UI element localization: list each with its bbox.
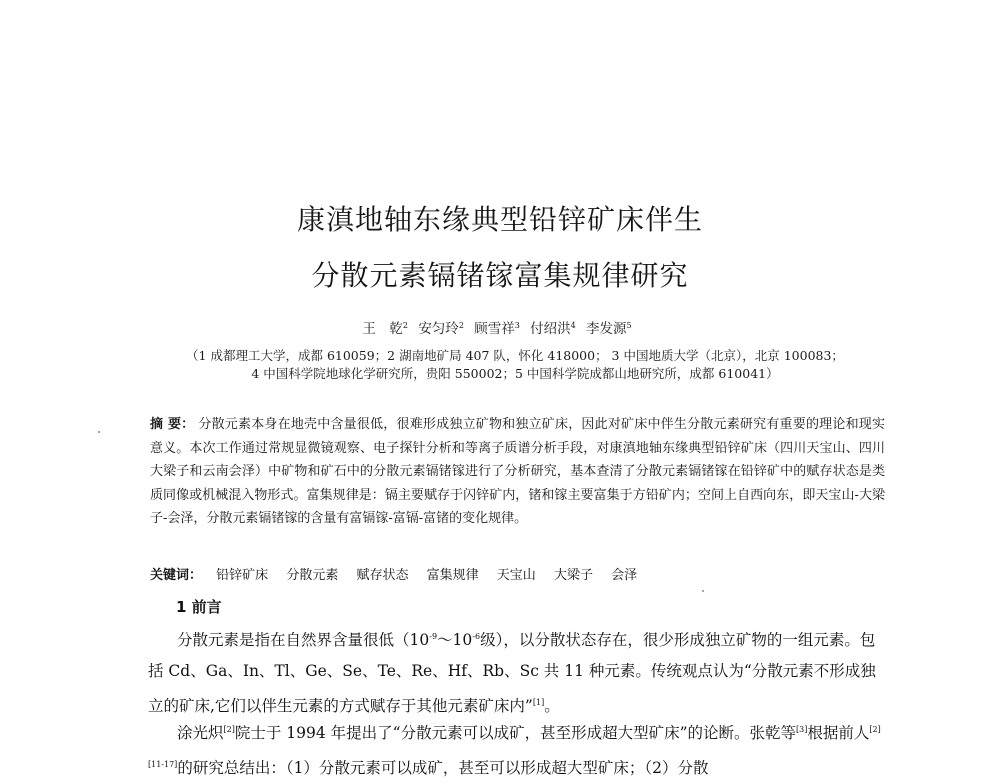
author-name: 李发源 <box>585 321 627 337</box>
paper-title-line-1: 康滇地轴东缘典型铅锌矿床伴生 <box>296 203 703 236</box>
paragraph-text: 分散元素是指在自然界含量很低（10 <box>177 631 430 650</box>
author-name: 王 乾 <box>362 321 403 337</box>
author-affiliation-mark: 4 <box>570 320 576 330</box>
keyword: 会泽 <box>611 568 638 583</box>
abstract-text: 分散元素本身在地壳中含量很低，很难形成独立矿物和独立矿床，因此对矿床中伴生分散元素研究有重要的理论和现实意义。本次工作通过常规显微镜观察、电子探针分析和等离子质谱分析手段，对康滇地轴东缘典型铅锌矿床（四川天宝山、四川大梁子和云南会泽）中矿物和矿石中的分散元素镉锗镓进行了分析研究，基本查清了分散元素镉锗镓在铅锌矿中的赋存状态是类质同像或机械混入物形式。富集规律是：镉主要赋存于闪锌矿内，锗和镓主要富集于方铅矿内；空间上自西向东，即天宝山-大梁子-会泽，分散元素镉锗镓的含量有富镉镓-富镉-富锗的变化规律。 <box>150 417 885 526</box>
citation-ref: [2][11-17] <box>148 725 881 770</box>
paragraph-text: 级），以分散状态存在，很少形成独立矿物的一组元素。包括 Cd、Ga、In、Tl、Ge、Se、Te、Re、Hf、Rb、Sc 共 11 种元素。传统观点认为“分散元素不形成独立的矿床,它们以伴生元素的方式赋存于其他元素矿床内” <box>148 631 876 716</box>
scan-speck <box>702 590 704 592</box>
citation-ref: [3] <box>796 725 808 734</box>
author-affiliation-mark: 2 <box>402 320 409 330</box>
abstract <box>150 413 885 531</box>
keyword: 大梁子 <box>553 568 593 583</box>
author-name: 付绍洪 <box>530 321 571 337</box>
author-list <box>0 317 1000 337</box>
author-name: 安匀玲 <box>418 321 459 337</box>
paragraph-text: ～10 <box>437 631 473 650</box>
keywords <box>150 566 885 586</box>
affiliations-line-2: 4 中国科学院地球化学研究所，贵阳 550002；5 中国科学院成都山地研究所，成都 610041） <box>251 366 779 381</box>
keyword: 赋存状态 <box>356 568 409 583</box>
keyword: 富集规律 <box>426 568 479 583</box>
citation-ref: [2] <box>223 725 235 734</box>
author-affiliation-mark: 2 <box>458 320 464 330</box>
paragraph-text: 的研究总结出：（1）分散元素可以成矿，甚至可以形成超大型矿床；（2）分散 <box>177 759 709 778</box>
keyword: 分散元素 <box>286 568 339 583</box>
section-heading: 1 前言 <box>176 598 222 616</box>
paper-title-line-2: 分散元素镉锗镓富集规律研究 <box>311 259 689 292</box>
body-paragraph-1 <box>148 621 888 722</box>
paragraph-text: 根据前人 <box>807 724 870 743</box>
body-paragraph-2 <box>148 714 888 784</box>
author-affiliation-mark: 5 <box>626 320 632 330</box>
abstract-label: 摘 要： <box>150 417 195 432</box>
affiliations-line-1: （1 成都理工大学，成都 610059；2 湖南地矿局 407 队，怀化 418000； 3 中国地质大学（北京），北京 100083； <box>186 348 844 363</box>
exponent: -6 <box>472 632 481 641</box>
scan-speck <box>98 431 100 433</box>
author-name: 顾雪祥 <box>474 321 515 337</box>
paragraph-text: 涂光炽 <box>177 724 224 743</box>
keywords-label: 关键词： <box>150 568 203 583</box>
exponent: -9 <box>429 632 438 641</box>
citation-ref: [1] <box>532 698 545 708</box>
keyword: 铅锌矿床 <box>216 568 269 583</box>
paragraph-text: 院士于 1994 年提出了“分散元素可以成矿，甚至形成超大型矿床”的论断。张乾等 <box>234 724 797 743</box>
paragraph-text: 。 <box>544 697 560 716</box>
keyword: 天宝山 <box>496 568 536 583</box>
author-affiliation-mark: 3 <box>514 320 520 330</box>
